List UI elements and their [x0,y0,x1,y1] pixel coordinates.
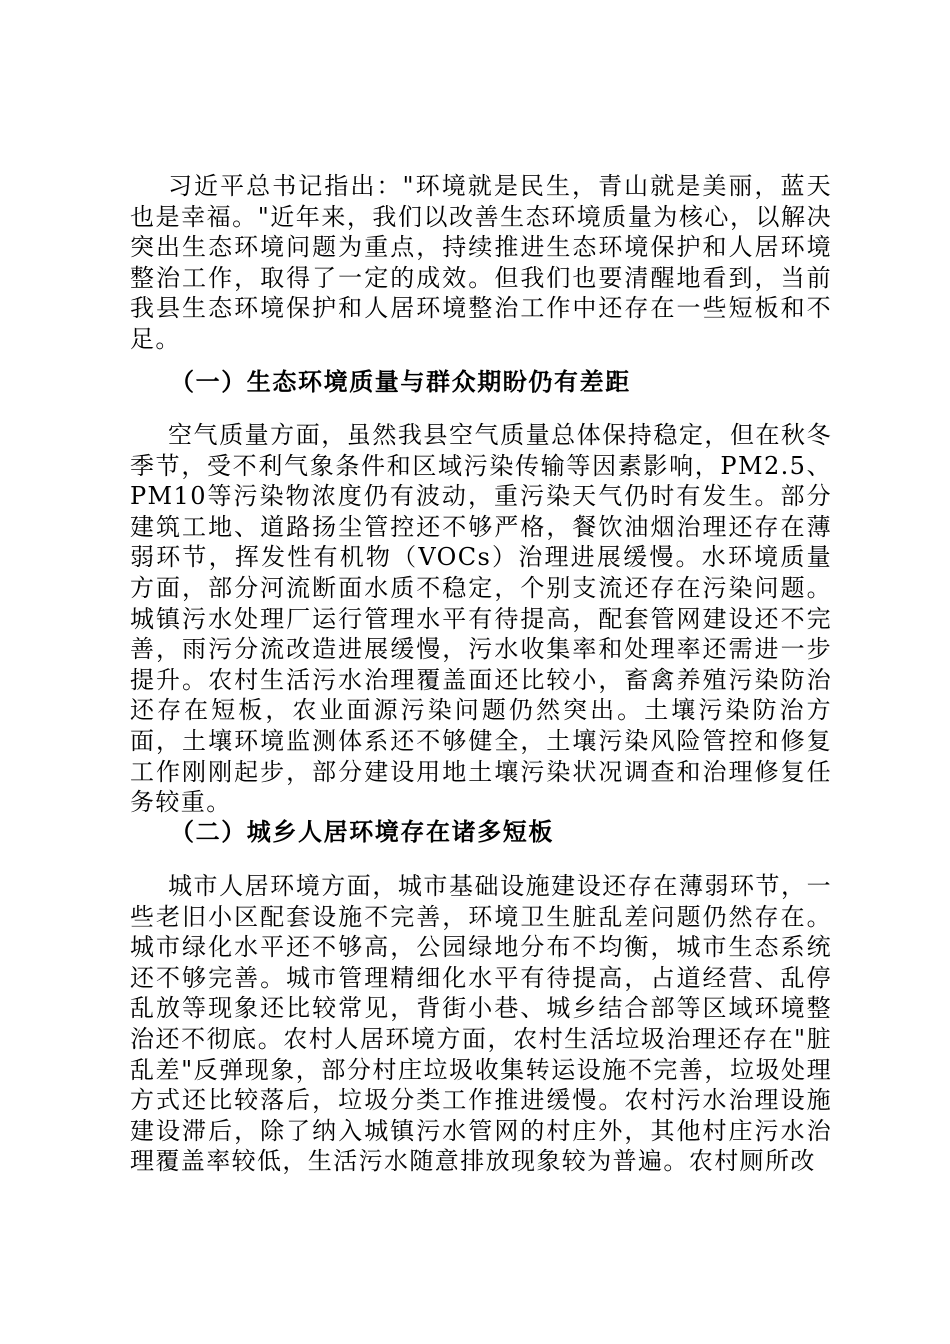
intro-paragraph: 习近平总书记指出："环境就是民生，青山就是美丽，蓝天也是幸福。"近年来，我们以改善生态环境质量为核心，以解决突出生态环境问题为重点，持续推进生态环境保护和人居环境整治工作，取得了一定的成效。但我们也要清醒地看到，当前我县生态环境保护和人居环境整治工作中还存在一些短板和不足。 [130,172,832,353]
section-heading-one: （一）生态环境质量与群众期盼仍有差距 [170,368,631,396]
section-one-paragraph: 空气质量方面，虽然我县空气质量总体保持稳定，但在秋冬季节，受不利气象条件和区域污染传输等因素影响，PM2.5、PM10等污染物浓度仍有波动，重污染天气仍时有发生。部分建筑工地、道路扬尘管控还不够严格，餐饮油烟治理还存在薄弱环节，挥发性有机物（VOCs）治理进展缓慢。水环境质量方面，部分河流断面水质不稳定，个别支流还存在污染问题。城镇污水处理厂运行管理水平有待提高，配套管网建设还不完善，雨污分流改造进展缓慢，污水收集率和处理率还需进一步提升。农村生活污水治理覆盖面还比较小，畜禽养殖污染防治还存在短板，农业面源污染问题仍然突出。土壤污染防治方面，土壤环境监测体系还不够健全，土壤污染风险管控和修复工作刚刚起步，部分建设用地土壤污染状况调查和治理修复任务较重。 [130,421,832,817]
section-two-paragraph: 城市人居环境方面，城市基础设施建设还存在薄弱环节，一些老旧小区配套设施不完善，环境卫生脏乱差问题仍然存在。城市绿化水平还不够高，公园绿地分布不均衡，城市生态系统还不够完善。城市管理精细化水平有待提高，占道经营、乱停乱放等现象还比较常见，背街小巷、城乡结合部等区域环境整治还不彻底。农村人居环境方面，农村生活垃圾治理还存在"脏乱差"反弹现象，部分村庄垃圾收集转运设施不完善，垃圾处理方式还比较落后，垃圾分类工作推进缓慢。农村污水治理设施建设滞后，除了纳入城镇污水管网的村庄外，其他村庄污水治理覆盖率较低，生活污水随意排放现象较为普遍。农村厕所改 [130,872,832,1176]
document-page [130,0,832,1344]
section-heading-two: （二）城乡人居环境存在诸多短板 [170,818,554,846]
